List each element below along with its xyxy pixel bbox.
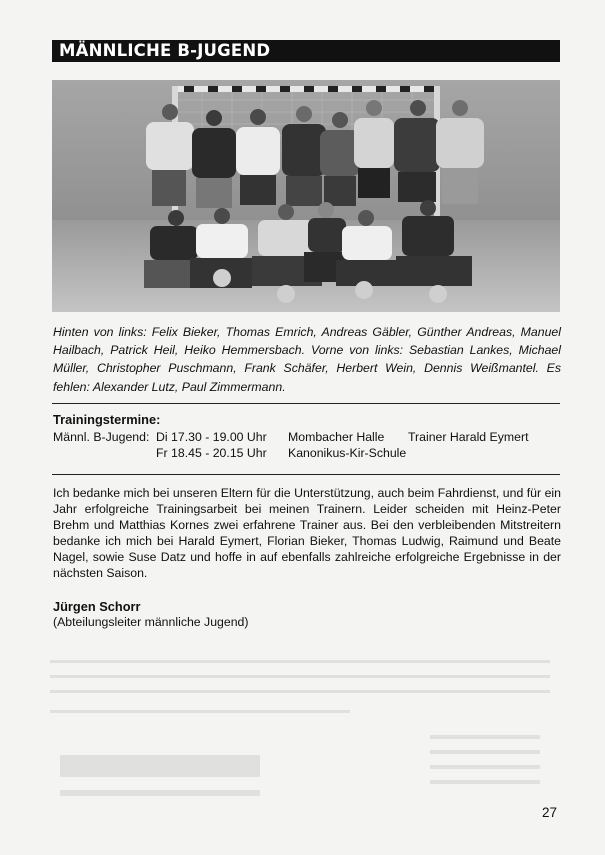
training-place-2: Kanonikus-Kir-Schule: [288, 446, 407, 460]
bleed-through-shadow: [50, 640, 560, 820]
signature-role: (Abteilungsleiter männliche Jugend): [53, 615, 249, 629]
training-trainer-1: Trainer Harald Eymert: [408, 430, 529, 444]
team-photo-image: [52, 80, 560, 312]
training-place-1: Mombacher Halle: [288, 430, 385, 444]
divider-bottom: [52, 474, 560, 475]
divider-top: [52, 403, 560, 404]
photo-caption: Hinten von links: Felix Bieker, Thomas Emrich, Andreas Gäbler, Günther Andreas, Manuel Hailbach, Patrick Heil, Heiko Hemmersbach. Vorne von links: Sebastian Lankes, Michael Müller, Christopher Puschmann, Frank Schäfer, Herbert Wein, Dennis Weißmantel. Es fehlen: Alexander Lutz, Paul Zimmermann.: [53, 325, 561, 394]
section-title: MÄNNLICHE B-JUGEND: [52, 40, 560, 62]
team-photo: [52, 80, 560, 312]
training-time-1: Di 17.30 - 19.00 Uhr: [156, 430, 267, 444]
signature-name: Jürgen Schorr: [53, 599, 141, 614]
training-time-2: Fr 18.45 - 20.15 Uhr: [156, 446, 267, 460]
training-team-label: Männl. B-Jugend:: [53, 430, 150, 444]
body-paragraph: Ich bedanke mich bei unseren Eltern für die Unterstützung, auch beim Fahrdienst, und für ein Jahr erfolgreiche Trainingsarbeit bei meinen Trainern. Leider scheiden mit Heinz-Peter Brehm und Matthias Kornes zwei erfahrene Trainer aus. Bei den verbleibenden Mitstreitern bedanke ich mich bei Harald Eymert, Florian Bieker, Thomas Ludwig, Raimund und Beate Nagel, sowie Suse Datz und hoffe in auf ebenfalls zahlreiche erfolgreiche Ergebnisse in der nächsten Saison.: [53, 486, 561, 580]
page-number: 27: [542, 805, 558, 820]
training-heading: Trainingstermine:: [53, 412, 161, 427]
